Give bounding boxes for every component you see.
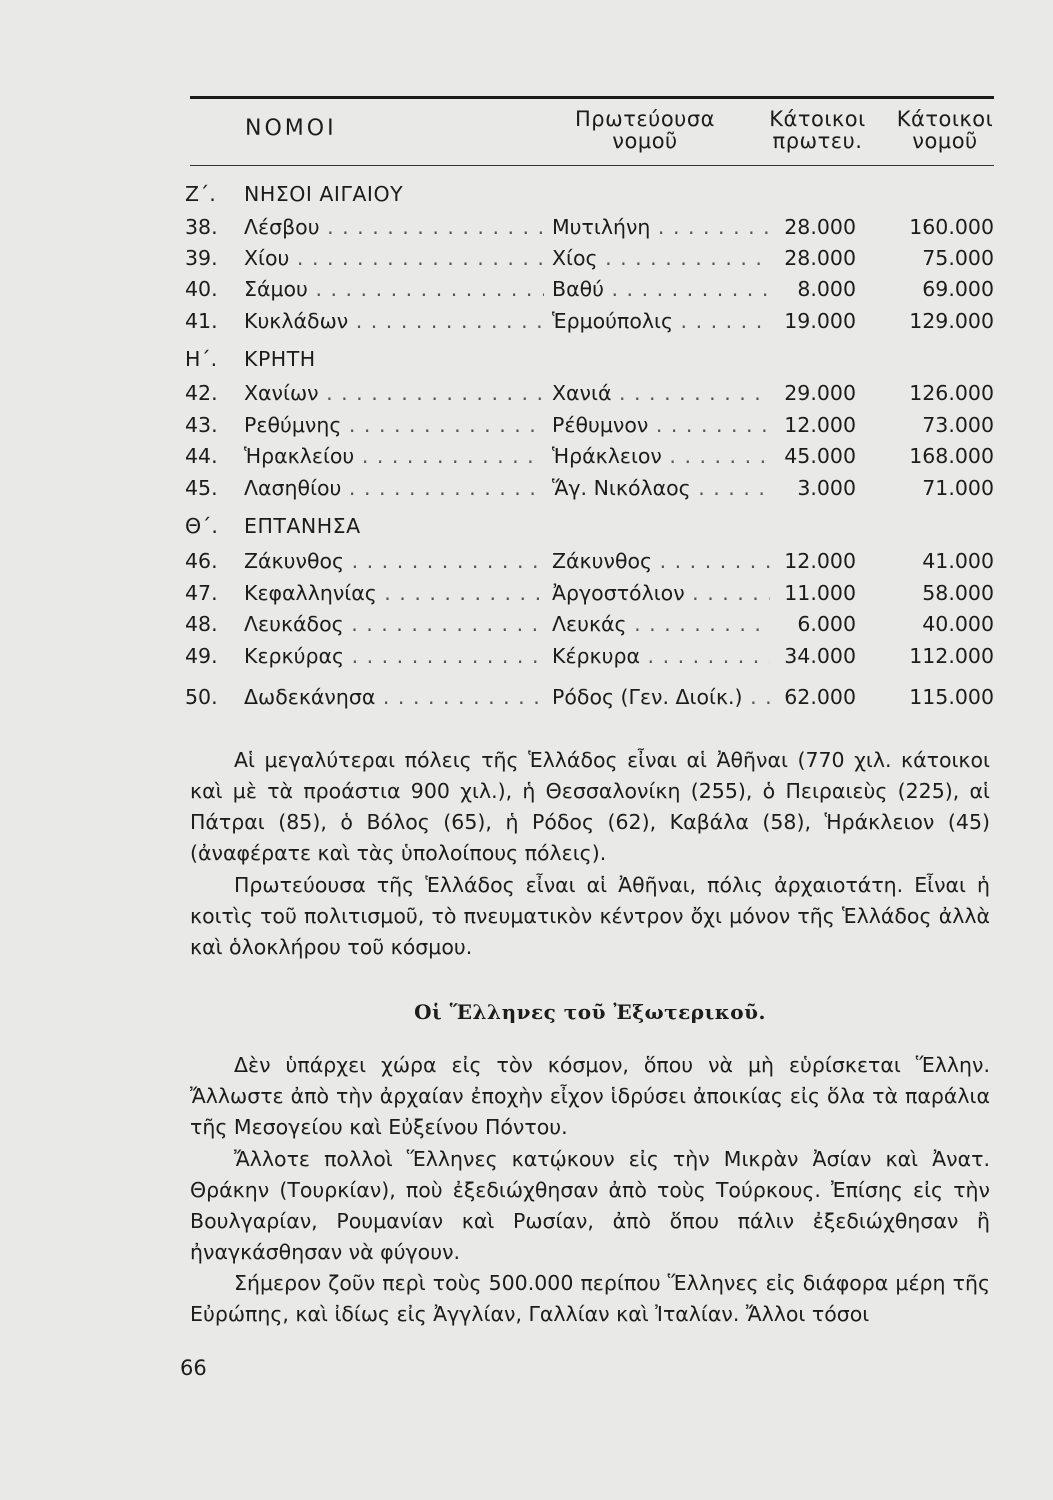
table-row — [0, 641, 1053, 671]
table-row — [0, 212, 1053, 242]
row-name: Λέσβου . . . — [244, 212, 544, 242]
row-capital: Βαθύ . . . — [552, 274, 770, 304]
header-nomoi: ΝΟΜΟΙ — [245, 116, 337, 141]
section-heading: Οἱ Ἕλληνες τοῦ Ἐξωτερικοῦ. — [414, 1000, 766, 1024]
row-pop-nomos: 129.000 — [909, 309, 994, 333]
header-capital-line1: Πρωτεύουσα — [574, 107, 715, 131]
row-pop-nomos: 168.000 — [909, 444, 994, 468]
row-pop-nomos: 126.000 — [909, 381, 994, 405]
row-num: 41. — [185, 309, 218, 333]
paragraph-greeks-abroad-3: Σήμερον ζοῦν περὶ τοὺς 500.000 περίπου Ἕλληνες εἰς διάφορα μέρη τῆς Εὐρώπης, καὶ ἰδίως εἰς Ἀγγλίαν, Γαλλίαν καὶ Ἰταλίαν. Ἄλλοι τόσοι — [190, 1271, 990, 1326]
header-pop-capital-line1: Κάτοικοι — [769, 107, 866, 131]
row-pop-capital: 28.000 — [784, 215, 856, 239]
row-capital: Ἑρμούπολις . . . — [552, 306, 770, 336]
row-capital: Ζάκυνθος . . . — [552, 546, 770, 576]
row-pop-capital: 19.000 — [784, 309, 856, 333]
row-capital: Ἀργοστόλιον . . . — [552, 578, 770, 608]
row-num: 50. — [185, 685, 218, 709]
row-name: Ἡρακλείου . . . — [244, 441, 544, 471]
row-pop-nomos: 73.000 — [922, 413, 994, 437]
row-name: Ρεθύμνης . . . — [244, 410, 544, 440]
row-name: Λευκάδος . . . — [244, 609, 544, 639]
row-capital: Χίος . . . — [552, 243, 770, 273]
row-pop-nomos: 71.000 — [922, 476, 994, 500]
row-capital: Χανιά . . . — [552, 378, 770, 408]
row-pop-capital: 11.000 — [784, 581, 856, 605]
row-pop-capital: 34.000 — [784, 644, 856, 668]
row-pop-nomos: 58.000 — [922, 581, 994, 605]
table-row — [0, 378, 1053, 408]
row-num: 39. — [185, 246, 218, 270]
table-header-rule — [190, 165, 994, 166]
row-num: 46. — [185, 549, 218, 573]
row-num: 38. — [185, 215, 218, 239]
row-name: Κερκύρας . . . — [244, 641, 544, 671]
paragraph-greeks-abroad-1: Δὲν ὑπάρχει χώρα εἰς τὸν κόσμον, ὅπου νὰ μὴ εὑρίσκεται Ἕλλην. Ἄλλωστε ἀπὸ τὴν ἀρχαίαν ἐποχὴν εἶχον ἱδρύσει ἀποικίας εἰς ὅλα τὰ παράλια τῆς Μεσογείου καὶ Εὐξείνου Πόντου. — [190, 1053, 990, 1139]
row-capital: Ἡράκλειον . . . — [552, 441, 770, 471]
row-num: 43. — [185, 413, 218, 437]
row-num: 42. — [185, 381, 218, 405]
row-name: ΕΠΤΑΝΗΣΑ — [244, 514, 361, 538]
row-pop-nomos: 41.000 — [922, 549, 994, 573]
row-pop-capital: 29.000 — [784, 381, 856, 405]
row-pop-nomos: 75.000 — [922, 246, 994, 270]
header-pop-capital — [765, 108, 870, 152]
table-section-row — [0, 511, 1053, 541]
row-name: Κεφαλληνίας . . . — [244, 578, 544, 608]
table-section-row — [0, 344, 1053, 374]
table-row — [0, 546, 1053, 576]
header-pop-nomos — [890, 108, 1000, 152]
table-section-row — [0, 179, 1053, 209]
row-num: 49. — [185, 644, 218, 668]
row-capital: Κέρκυρα . . . — [552, 641, 770, 671]
row-capital: Ἅγ. Νικόλαος . . . — [552, 473, 770, 503]
row-pop-nomos: 112.000 — [909, 644, 994, 668]
row-name: Χανίων . . . — [244, 378, 544, 408]
header-capital — [560, 108, 730, 152]
row-name: ΝΗΣΟΙ ΑΙΓΑΙΟΥ — [244, 182, 404, 206]
table-row — [0, 578, 1053, 608]
row-num: Η΄. — [185, 347, 218, 371]
table-row — [0, 609, 1053, 639]
row-pop-capital: 3.000 — [797, 476, 856, 500]
row-num: Ζ΄. — [185, 182, 216, 206]
table-row — [0, 274, 1053, 304]
table-row — [0, 306, 1053, 336]
row-num: 44. — [185, 444, 218, 468]
row-capital: Ρέθυμνον . . . — [552, 410, 770, 440]
row-name: Ζάκυνθος . . . — [244, 546, 544, 576]
row-pop-capital: 8.000 — [797, 277, 856, 301]
row-num: 47. — [185, 581, 218, 605]
row-num: 40. — [185, 277, 218, 301]
row-pop-nomos: 69.000 — [922, 277, 994, 301]
paragraph-greeks-abroad-2: Ἄλλοτε πολλοὶ Ἕλληνες κατῴκουν εἰς τὴν Μικρὰν Ἀσίαν καὶ Ἀνατ. Θράκην (Τουρκίαν), ποὺ ἐξεδιώχθησαν ἀπὸ τοὺς Τούρκους. Ἐπίσης εἰς τὴν Βουλγαρίαν, Ρουμανίαν καὶ Ρωσίαν, ἀπὸ ὅπου πάλιν ἐξεδιώχθησαν ἢ ἠναγκάσθησαν νὰ φύγουν. — [190, 1147, 990, 1264]
row-capital: Μυτιλήνη . . . — [552, 212, 770, 242]
row-name: Χίου . . . — [244, 243, 544, 273]
row-name: ΚΡΗΤΗ — [244, 347, 316, 371]
header-pop-nomos-line1: Κάτοικοι — [896, 107, 994, 131]
row-pop-capital: 12.000 — [784, 413, 856, 437]
table-row — [0, 441, 1053, 471]
row-num: 45. — [185, 476, 218, 500]
row-pop-capital: 28.000 — [784, 246, 856, 270]
row-pop-capital: 6.000 — [797, 612, 856, 636]
table-top-rule — [190, 96, 994, 99]
table-row — [0, 473, 1053, 503]
row-pop-nomos: 115.000 — [909, 685, 994, 709]
row-name: Σάμου . . . — [244, 274, 544, 304]
row-name: Δωδεκάνησα . . . — [244, 682, 544, 712]
row-num: 48. — [185, 612, 218, 636]
page-number: 66 — [180, 1356, 207, 1380]
row-num: Θ΄. — [185, 514, 218, 538]
row-pop-nomos: 40.000 — [922, 612, 994, 636]
row-capital: Ρόδος (Γεν. Διοίκ.) . . . — [552, 682, 770, 712]
table-row — [0, 682, 1053, 712]
header-pop-capital-line2: πρωτευ. — [772, 129, 863, 153]
row-pop-capital: 12.000 — [784, 549, 856, 573]
row-pop-capital: 45.000 — [784, 444, 856, 468]
header-pop-nomos-line2: νομοῦ — [912, 129, 978, 153]
header-capital-line2: νομοῦ — [612, 129, 678, 153]
paragraph-capital: Πρωτεύουσα τῆς Ἑλλάδος εἶναι αἱ Ἀθῆναι, πόλις ἀρχαιοτάτη. Εἶναι ἡ κοιτὶς τοῦ πολιτισμοῦ, τὸ πνευματικὸν κέντρον ὄχι μόνον τῆς Ἑλλάδος ἀλλὰ καὶ ὁλοκλήρου τοῦ κόσμου. — [190, 873, 990, 959]
row-pop-capital: 62.000 — [784, 685, 856, 709]
row-pop-nomos: 160.000 — [909, 215, 994, 239]
row-name: Κυκλάδων . . . — [244, 306, 544, 336]
table-row — [0, 410, 1053, 440]
row-name: Λασηθίου . . . — [244, 473, 544, 503]
paragraph-largest-cities: Αἱ μεγαλύτεραι πόλεις τῆς Ἑλλάδος εἶναι αἱ Ἀθῆναι (770 χιλ. κάτοικοι καὶ μὲ τὰ προάστια 900 χιλ.), ἡ Θεσσαλονίκη (255), ὁ Πειραιεὺς (225), αἱ Πάτραι (85), ὁ Βόλος (65), ἡ Ρόδος (62), Καβάλα (58), Ἡράκλειον (45) (ἀναφέρατε καὶ τὰς ὑπολοίπους πόλεις). — [190, 748, 990, 865]
row-capital: Λευκάς . . . — [552, 609, 770, 639]
table-row — [0, 243, 1053, 273]
